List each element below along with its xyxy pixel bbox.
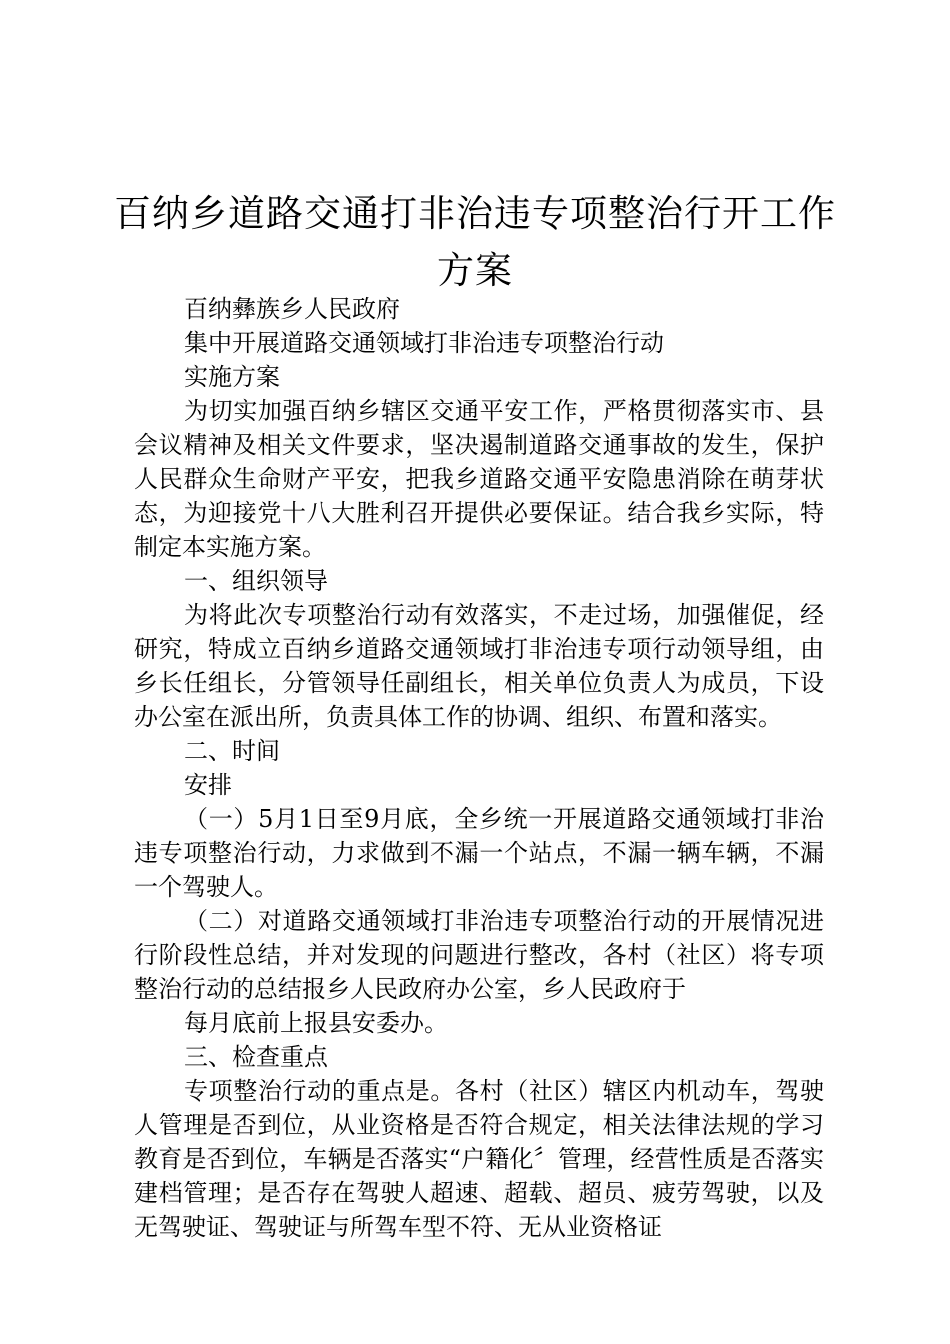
subtitle-line-2: 实施方案 xyxy=(184,363,280,391)
subtitle-line: 集中开展道路交通领域打非治违专项整治行动 xyxy=(184,329,664,357)
document-title-line-1: 百纳乡道路交通打非治违专项整治行开工作 xyxy=(114,192,836,235)
document-body xyxy=(134,292,824,1244)
section-heading-3: 三、检查重点 xyxy=(184,1043,328,1071)
section-heading-1: 一、组织领导 xyxy=(184,567,328,595)
paragraph-schedule-1: （一）5月1日至9月底，全乡统一开展道路交通领域打非治违专项整治行动，力求做到不漏一个站点，不漏一辆车辆，不漏一个驾驶人。 xyxy=(134,805,824,901)
section-heading-2-cont: 安排 xyxy=(184,771,232,799)
paragraph-schedule-2: （二）对道路交通领域打非治违专项整治行动的开展情况进行阶段性总结，并对发现的问题进行整改，各村（社区）将专项整治行动的总结报乡人民政府办公室，乡人民政府于 xyxy=(134,907,824,1003)
document-title-line-2: 方案 xyxy=(437,249,513,292)
paragraph-inspection: 专项整治行动的重点是。各村（社区）辖区内机动车，驾驶人管理是否到位，从业资格是否符合规定，相关法律法规的学习教育是否到位，车辆是否落实“户籍化〞管理，经营性质是否落实建档管理；是否存在驾驶人超速、超载、超员、疲劳驾驶，以及无驾驶证、驾驶证与所驾车型不符、无从业资格证 xyxy=(134,1077,824,1241)
paragraph-schedule-2-cont: 每月底前上报县安委办。 xyxy=(184,1009,448,1037)
paragraph-intro: 为切实加强百纳乡辖区交通平安工作，严格贯彻落实市、县会议精神及相关文件要求，坚决遏制道路交通事故的发生，保护人民群众生命财产平安，把我乡道路交通平安隐患消除在萌芽状态，为迎接党十八大胜利召开提供必要保证。结合我乡实际，特制定本实施方案。 xyxy=(134,397,824,561)
paragraph-organization: 为将此次专项整治行动有效落实，不走过场，加强催促，经研究，特成立百纳乡道路交通领域打非治违专项行动领导组，由乡长任组长，分管领导任副组长，相关单位负责人为成员，下设办公室在派出所，负责具体工作的协调、组织、布置和落实。 xyxy=(134,601,824,731)
issuer-line: 百纳彝族乡人民政府 xyxy=(184,295,400,323)
section-heading-2: 二、时间 xyxy=(184,737,280,765)
